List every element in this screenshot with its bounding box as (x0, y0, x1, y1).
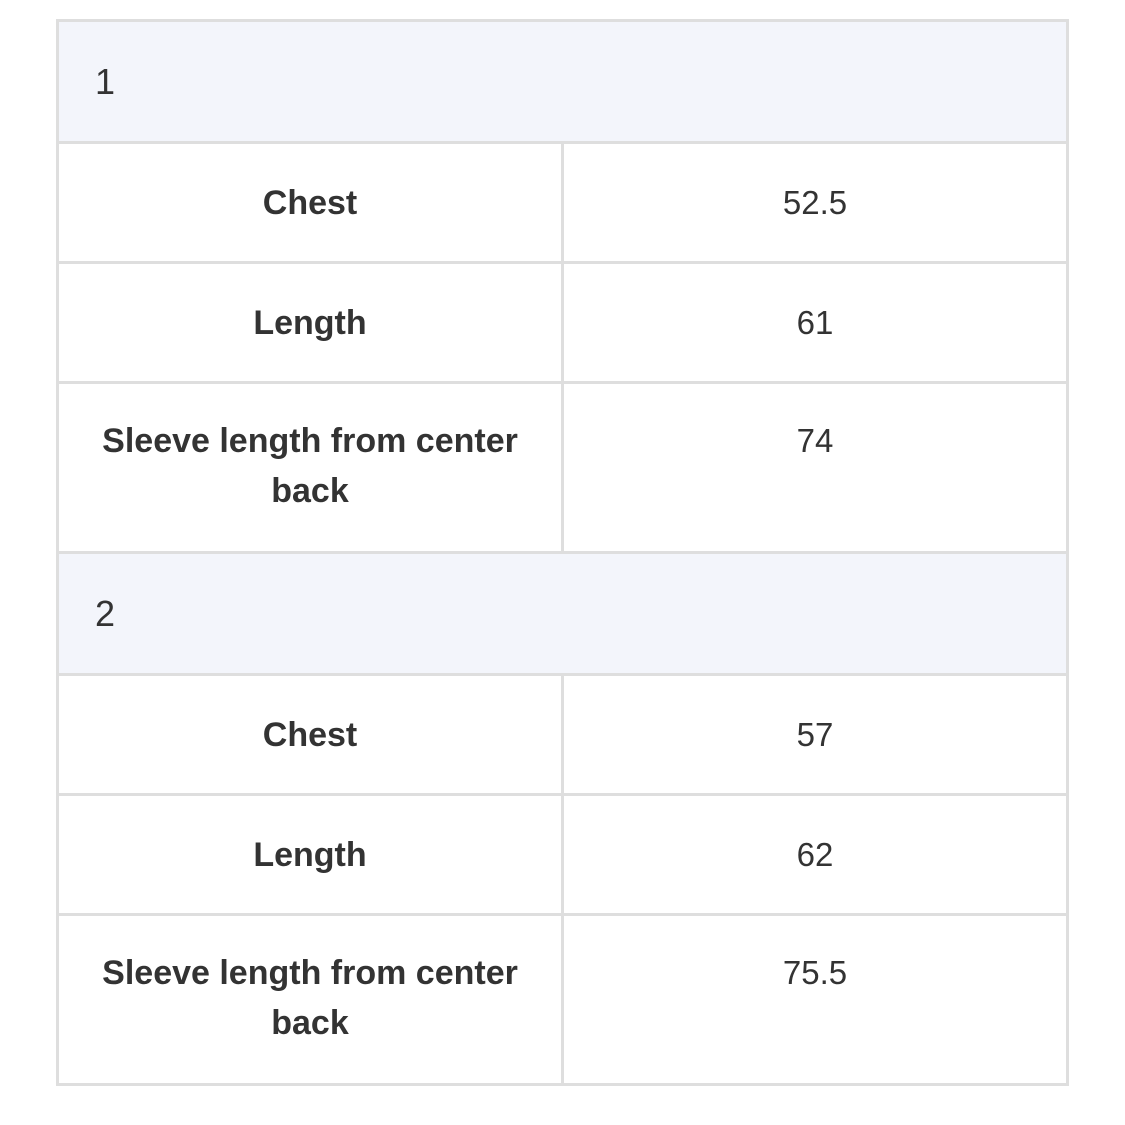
measurement-value: 75.5 (563, 915, 1068, 1085)
table-row (58, 263, 1068, 383)
table-row (58, 795, 1068, 915)
table-row (58, 143, 1068, 263)
measurement-value: 61 (563, 263, 1068, 383)
size-header-row (58, 21, 1068, 143)
measurement-name: Length (58, 795, 563, 915)
measurement-value: 52.5 (563, 143, 1068, 263)
measurement-name: Sleeve length from center back (58, 383, 563, 553)
table-row (58, 915, 1068, 1085)
measurement-name: Length (58, 263, 563, 383)
measurement-name: Chest (58, 143, 563, 263)
size-chart-table (56, 19, 1069, 1086)
size-label: 2 (58, 553, 1068, 675)
size-header-row (58, 553, 1068, 675)
table-row (58, 383, 1068, 553)
measurement-name: Chest (58, 675, 563, 795)
size-label: 1 (58, 21, 1068, 143)
measurement-value: 74 (563, 383, 1068, 553)
measurement-value: 57 (563, 675, 1068, 795)
table-row (58, 675, 1068, 795)
measurement-name: Sleeve length from center back (58, 915, 563, 1085)
measurement-value: 62 (563, 795, 1068, 915)
